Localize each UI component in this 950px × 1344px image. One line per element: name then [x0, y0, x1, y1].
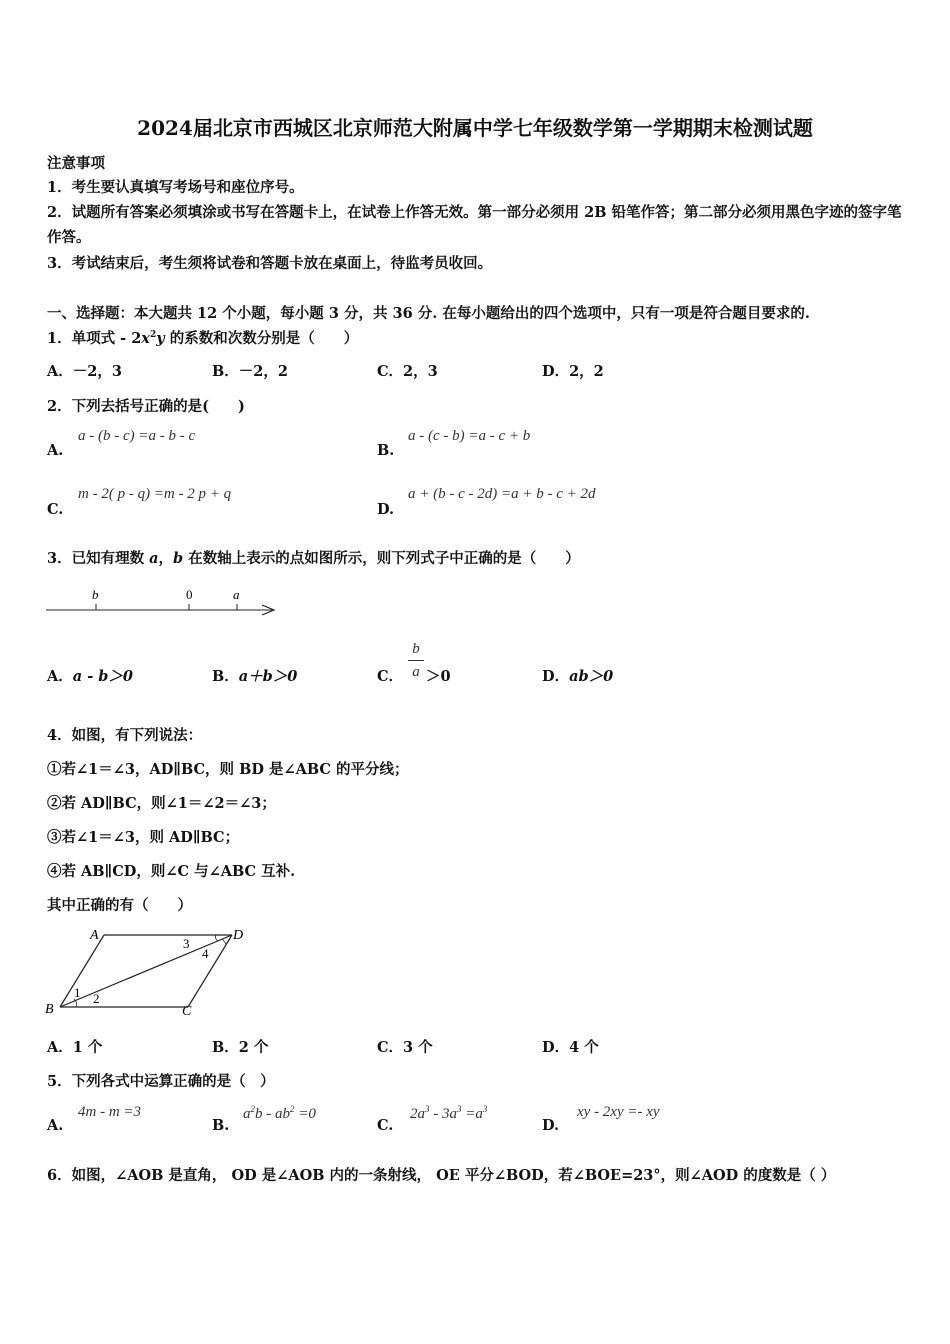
- question-1-option-d[interactable]: D．2，2: [542, 363, 604, 380]
- number-line-figure: [40, 582, 285, 622]
- question-3-option-a[interactable]: A．a - b＞0: [47, 668, 134, 685]
- question-4-stem: 4．如图，有下列说法：: [47, 727, 203, 744]
- axis-label-a: a: [233, 587, 240, 602]
- question-4-option-d[interactable]: D．4 个: [542, 1039, 599, 1056]
- question-5-stem: 5．下列各式中运算正确的是（ ）: [47, 1073, 275, 1090]
- notice-item-3: 3．考试结束后，考生须将试卷和答题卡放在桌面上，待监考员收回。: [47, 255, 493, 272]
- question-1-option-b[interactable]: B．－2，2: [212, 363, 288, 380]
- question-3-option-d[interactable]: D．ab＞0: [542, 668, 614, 685]
- question-5-option-a-label[interactable]: A.: [47, 1117, 64, 1134]
- question-5-option-b-label[interactable]: B.: [212, 1117, 230, 1134]
- question-5-option-d-expr: xy - 2xy =- xy: [577, 1104, 660, 1120]
- question-5-option-a-expr: 4m - m =3: [78, 1104, 142, 1120]
- parallelogram-figure: [40, 920, 255, 1022]
- question-3-option-c-label[interactable]: C．: [377, 668, 404, 685]
- notice-item-1: 1．考生要认真填写考场号和座位序号。: [47, 179, 304, 196]
- question-4-statement-4: ④若 AB∥CD，则∠C 与∠ABC 互补.: [47, 863, 296, 880]
- notice-heading: 注意事项: [47, 155, 105, 172]
- question-6-stem: 6．如图，∠AOB 是直角， OD 是∠AOB 内的一条射线， OE 平分∠BOD，若∠BOE=23°，则∠AOD 的度数是（ ）: [47, 1167, 836, 1184]
- axis-label-zero: 0: [186, 587, 193, 602]
- question-2-option-a-expr: a - (b - c) =a - b - c: [78, 428, 196, 444]
- question-4-statement-2: ②若 AD∥BC，则∠1＝∠2＝∠3；: [47, 795, 276, 812]
- question-2-option-b-label[interactable]: B.: [377, 442, 395, 459]
- question-4-option-c[interactable]: C．3 个: [377, 1039, 433, 1056]
- angle-label-2: 2: [93, 991, 100, 1006]
- question-3-option-c-rest: ＞0: [426, 668, 451, 685]
- question-2-stem: 2．下列去括号正确的是( ): [47, 398, 245, 415]
- vertex-label-d: D: [233, 928, 244, 943]
- question-3-option-b[interactable]: B．a＋b＞0: [212, 668, 298, 685]
- vertex-label-a: A: [90, 928, 99, 943]
- question-5-option-c-label[interactable]: C.: [377, 1117, 394, 1134]
- question-1-stem: 1．单项式 - $2x^2y$ 的系数和次数分别是（ ）: [47, 330, 359, 347]
- question-4-statement-3: ③若∠1＝∠3，则 AD∥BC；: [47, 829, 240, 846]
- question-5-option-b-expr: $a^2b - ab^2 =0$: [243, 1104, 316, 1122]
- section-heading: 一、选择题：本大题共 12 个小题，每小题 3 分，共 36 分. 在每小题给出的四个选项中，只有一项是符合题目要求的.: [47, 305, 810, 322]
- vertex-label-b: B: [45, 1002, 54, 1017]
- question-2-option-d-expr: a + (b - c - 2d) =a + b - c + 2d: [408, 486, 596, 502]
- question-2-option-c-label[interactable]: C.: [47, 501, 64, 518]
- question-4-option-a[interactable]: A．1 个: [47, 1039, 103, 1056]
- vertex-label-c: C: [182, 1004, 192, 1019]
- question-4-statement-1: ①若∠1＝∠3，AD∥BC，则 BD 是∠ABC 的平分线；: [47, 761, 409, 778]
- question-2-option-d-label[interactable]: D.: [377, 501, 395, 518]
- axis-label-b: b: [92, 587, 99, 602]
- question-5-option-c-expr: $2a^3 - 3a^3 =a^3$: [410, 1104, 488, 1122]
- angle-label-1: 1: [74, 985, 81, 1000]
- page-title: 2024届北京市西城区北京师范大附属中学七年级数学第一学期期末检测试题: [137, 116, 813, 140]
- angle-label-3: 3: [183, 936, 190, 951]
- question-4-question: 其中正确的有（ ）: [47, 897, 192, 914]
- question-2-option-b-expr: a - (c - b) =a - c + b: [408, 428, 531, 444]
- question-5-option-d-label[interactable]: D.: [542, 1117, 560, 1134]
- question-1-option-c[interactable]: C．2，3: [377, 363, 438, 380]
- question-1-option-a[interactable]: A．－2，3: [47, 363, 122, 380]
- angle-label-4: 4: [202, 946, 209, 961]
- question-3-stem: 3．已知有理数 a，b 在数轴上表示的点如图所示，则下列式子中正确的是（ ）: [47, 550, 580, 567]
- question-4-option-b[interactable]: B．2 个: [212, 1039, 269, 1056]
- notice-item-2: 2．试题所有答案必须填涂或书写在答题卡上，在试卷上作答无效。第一部分必须用 2B 铅笔作答；第二部分必须用黑色字迹的签字笔作答。: [47, 204, 902, 246]
- question-2-option-c-expr: m - 2( p - q) =m - 2 p + q: [78, 486, 232, 502]
- question-2-option-a-label[interactable]: A.: [47, 442, 64, 459]
- question-3-option-c-fraction: b a: [408, 640, 424, 681]
